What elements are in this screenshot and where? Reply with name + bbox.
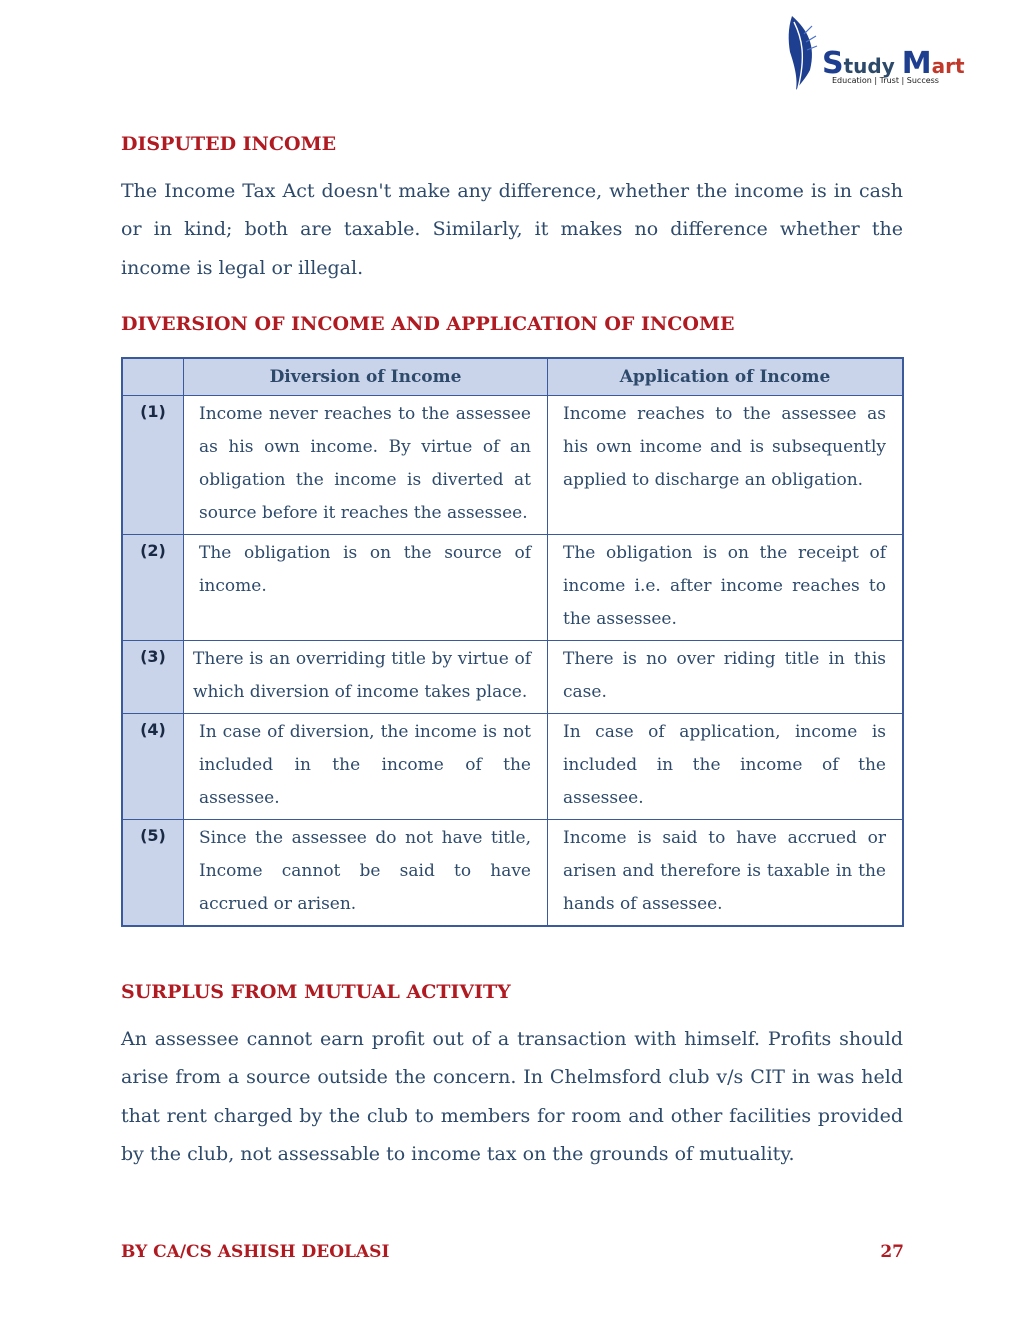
logo-word-art: art	[931, 54, 965, 78]
row-number: (5)	[122, 820, 184, 927]
logo-letter-s: S	[822, 46, 844, 81]
diversion-cell: Income never reaches to the assessee as his own income. By virtue of an obligation the income is diverted at source before it reaches the assessee.	[184, 396, 548, 535]
diversion-vs-application-table	[121, 357, 904, 927]
row-number: (4)	[122, 714, 184, 820]
table-row	[122, 820, 903, 927]
table-header-row	[122, 358, 903, 396]
diversion-cell: There is an overriding title by virtue of which diversion of income takes place.	[184, 641, 548, 714]
table-row	[122, 714, 903, 820]
table-row	[122, 641, 903, 714]
row-number: (2)	[122, 535, 184, 641]
diversion-cell: In case of diversion, the income is not included in the income of the assessee.	[184, 714, 548, 820]
footer-author: BY CA/CS ASHISH DEOLASI	[121, 1242, 390, 1262]
row-number: (1)	[122, 396, 184, 535]
section-heading-diversion: DIVERSION OF INCOME AND APPLICATION OF INCOME	[121, 313, 735, 335]
paragraph-mutual-activity: An assessee cannot earn profit out of a transaction with himself. Profits should arise from a source outside the concern. In Chelmsford club v/s CIT in was held that rent charged by the club to members for room and other facilities provided by the club, not assessable to income tax on the grounds of mutuality.	[121, 1028, 903, 1165]
logo-tagline: Education | Trust | Success	[832, 76, 939, 85]
section-heading-disputed-income: DISPUTED INCOME	[121, 133, 337, 155]
table-row	[122, 396, 903, 535]
feather-quill-icon	[786, 12, 826, 92]
application-cell: Income is said to have accrued or arisen and therefore is taxable in the hands of assessee.	[548, 820, 904, 927]
logo-letter-m: M	[901, 46, 932, 81]
application-cell: The obligation is on the receipt of income i.e. after income reaches to the assessee.	[548, 535, 904, 641]
section-heading-mutual-activity: SURPLUS FROM MUTUAL ACTIVITY	[121, 981, 511, 1003]
table-row	[122, 535, 903, 641]
logo-word-tudy: tudy	[843, 54, 902, 78]
diversion-cell: Since the assessee do not have title, Income cannot be said to have accrued or arisen.	[184, 820, 548, 927]
paragraph-disputed-income: The Income Tax Act doesn't make any difference, whether the income is in cash or in kind; both are taxable. Similarly, it makes no difference whether the income is legal or illegal.	[121, 180, 903, 279]
page-number: 27	[880, 1242, 904, 1262]
study-mart-logo	[786, 12, 966, 92]
table-header-diversion: Diversion of Income	[184, 358, 548, 396]
row-number: (3)	[122, 641, 184, 714]
table-header-number	[122, 358, 184, 396]
diversion-cell: The obligation is on the source of income.	[184, 535, 548, 641]
application-cell: There is no over riding title in this case.	[548, 641, 904, 714]
application-cell: In case of application, income is included in the income of the assessee.	[548, 714, 904, 820]
application-cell: Income reaches to the assessee as his own income and is subsequently applied to discharge an obligation.	[548, 396, 904, 535]
table-header-application: Application of Income	[548, 358, 904, 396]
